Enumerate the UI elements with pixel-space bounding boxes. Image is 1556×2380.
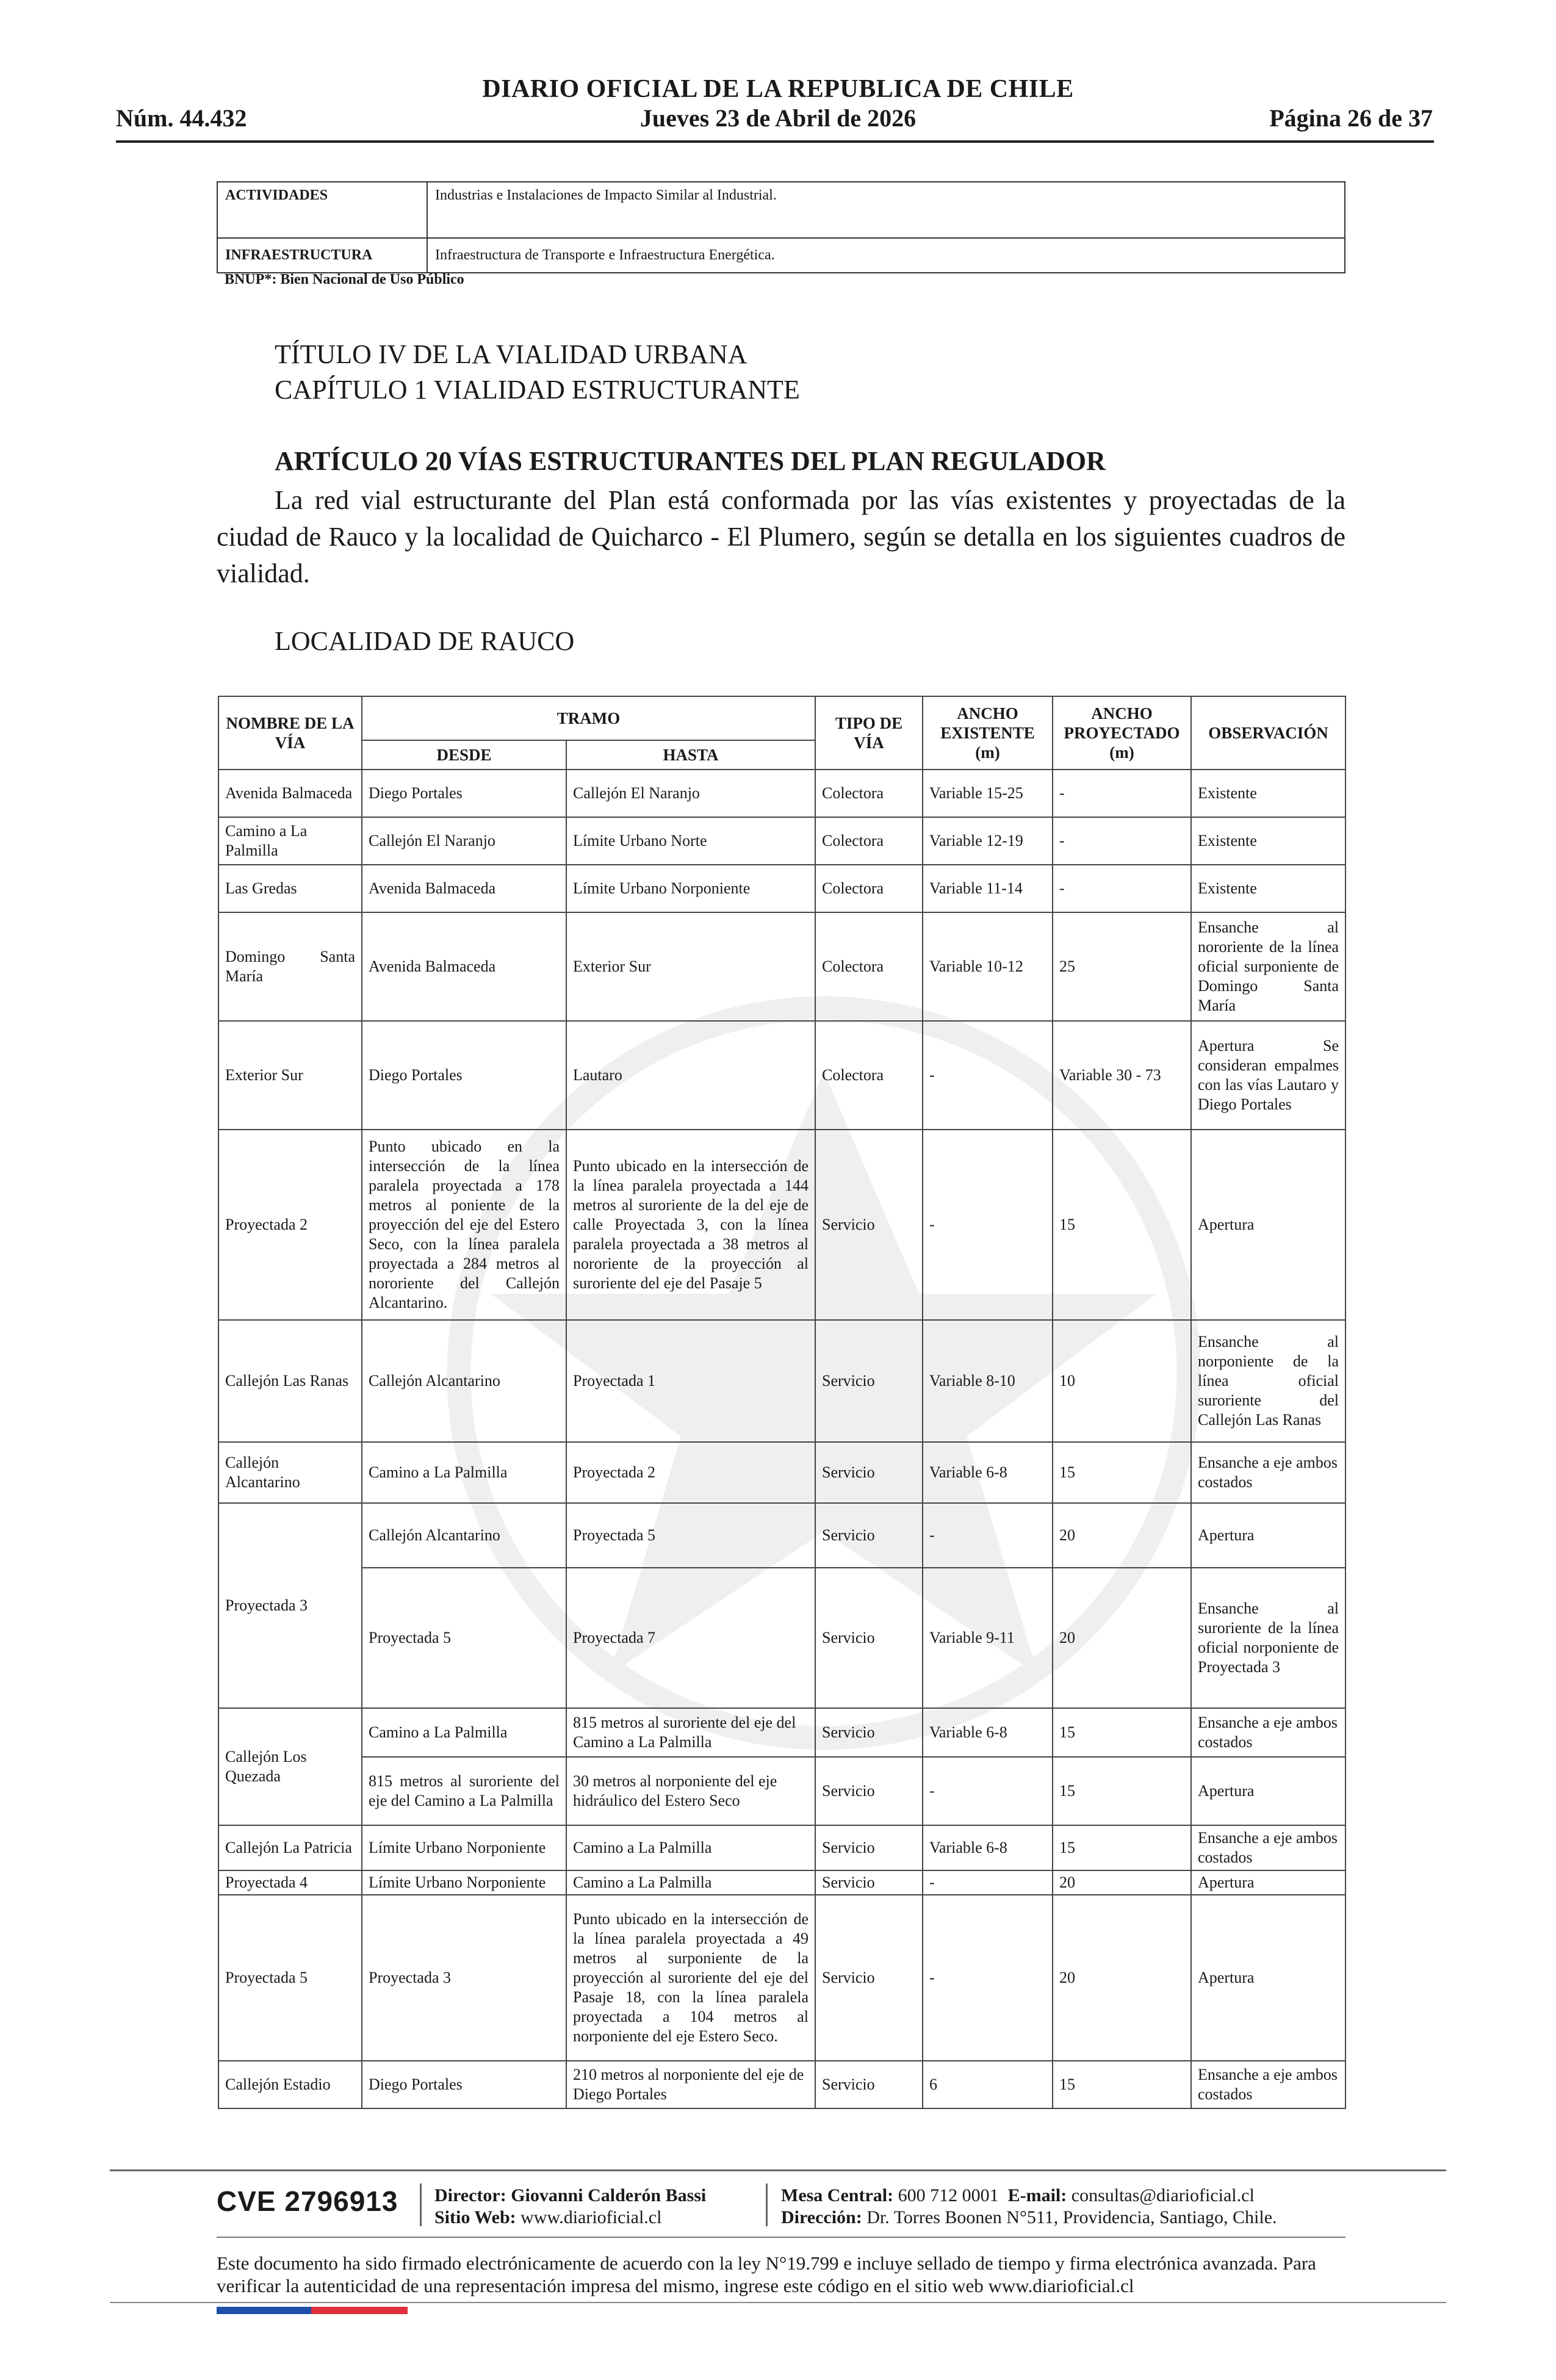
table-row [218, 1895, 1345, 2061]
table-row [218, 1568, 1345, 1708]
chapter-heading: CAPÍTULO 1 VIALIDAD ESTRUCTURANTE [275, 375, 800, 405]
cell-existente: Variable 6-8 [923, 1708, 1053, 1757]
cell-hasta: Límite Urbano Norponiente [566, 865, 815, 912]
cell-existente: Variable 10-12 [923, 912, 1053, 1021]
footer-director-block [434, 2185, 706, 2229]
col-header-observacion: OBSERVACIÓN [1191, 696, 1345, 770]
cell-desde: Diego Portales [362, 2061, 566, 2108]
cell-proyectado: 20 [1053, 1895, 1191, 2061]
cell-observacion: Ensanche a eje ambos costados [1191, 2061, 1345, 2108]
table-row [218, 1870, 1345, 1895]
legal-notice: Este documento ha sido firmado electrónicamente de acuerdo con la ley N°19.799 e incluye sellado de tiempo y firma electrónica avanzada. Para verificar la autenticidad de una representación impresa del mismo, ingrese este código en el sitio web www.diarioficial.cl [217, 2252, 1316, 2296]
cell-proyectado: - [1053, 817, 1191, 865]
cell-hasta: Exterior Sur [566, 912, 815, 1021]
table-row [218, 817, 1345, 865]
cell-proyectado: 15 [1053, 1757, 1191, 1825]
cell-existente: - [923, 1021, 1053, 1130]
page-number: Página 26 de 37 [1269, 104, 1433, 132]
cell-existente: - [923, 1757, 1053, 1825]
cell-tipo: Servicio [815, 1320, 923, 1442]
footer-separator [766, 2183, 768, 2226]
cell-observacion: Ensanche a eje ambos costados [1191, 1825, 1345, 1870]
cell-tipo: Servicio [815, 1870, 923, 1895]
cell-nombre: Proyectada 2 [218, 1130, 362, 1320]
col-header-tipo: TIPO DE VÍA [815, 696, 923, 770]
col-header-nombre: NOMBRE DE LA VÍA [218, 696, 362, 770]
table-row [218, 1021, 1345, 1130]
cell-desde: Camino a La Palmilla [362, 1442, 566, 1503]
cell-observacion: Existente [1191, 770, 1345, 817]
cell-proyectado: 10 [1053, 1320, 1191, 1442]
cell-desde: Proyectada 5 [362, 1568, 566, 1708]
cell-proyectado: 20 [1053, 1870, 1191, 1895]
zoning-uses-table [217, 181, 1345, 273]
cell-tipo: Servicio [815, 1442, 923, 1503]
table-row [218, 1503, 1345, 1568]
cell-existente: - [923, 1503, 1053, 1568]
cell-nombre: Callejón Las Ranas [218, 1320, 362, 1442]
footer-rule [110, 2302, 1446, 2303]
cell-desde: Diego Portales [362, 770, 566, 817]
cell-nombre: Proyectada 3 [218, 1503, 362, 1708]
issue-number: Núm. 44.432 [116, 104, 247, 132]
cell-desde: Avenida Balmaceda [362, 912, 566, 1021]
cell-observacion: Ensanche al nororiente de la línea oficial surponiente de Domingo Santa María [1191, 912, 1345, 1021]
mesa-label: Mesa Central: [781, 2185, 894, 2205]
cell-observacion: Apertura Se consideran empalmes con las vías Lautaro y Diego Portales [1191, 1021, 1345, 1130]
cell-existente: - [923, 1130, 1053, 1320]
cell-tipo: Servicio [815, 1825, 923, 1870]
web-link[interactable]: www.diarioficial.cl [520, 2207, 662, 2227]
cell-hasta: Proyectada 5 [566, 1503, 815, 1568]
cell-hasta: 210 metros al norponiente del eje de Diego Portales [566, 2061, 815, 2108]
cell-proyectado: 15 [1053, 1708, 1191, 1757]
footer-rule [110, 2169, 1446, 2171]
issue-date: Jueves 23 de Abril de 2026 [639, 104, 917, 132]
row-value: Industrias e Instalaciones de Impacto Similar al Industrial. [427, 182, 1345, 238]
cell-tipo: Servicio [815, 1503, 923, 1568]
direccion-value: Dr. Torres Boonen N°511, Providencia, Santiago, Chile. [866, 2207, 1277, 2227]
cell-desde: Callejón El Naranjo [362, 817, 566, 865]
cell-observacion: Ensanche a eje ambos costados [1191, 1442, 1345, 1503]
cell-hasta: Lautaro [566, 1021, 815, 1130]
table-row [218, 770, 1345, 817]
cell-observacion: Existente [1191, 865, 1345, 912]
cell-tipo: Colectora [815, 912, 923, 1021]
row-value: Infraestructura de Transporte e Infraestructura Energética. [427, 238, 1345, 273]
cell-nombre: Exterior Sur [218, 1021, 362, 1130]
email-link[interactable]: consultas@diarioficial.cl [1071, 2185, 1255, 2205]
cell-observacion: Apertura [1191, 1757, 1345, 1825]
cell-nombre: Callejón Los Quezada [218, 1708, 362, 1825]
cell-proyectado: 15 [1053, 1442, 1191, 1503]
cell-observacion: Ensanche al norponiente de la línea oficial suroriente del Callejón Las Ranas [1191, 1320, 1345, 1442]
cell-desde: Punto ubicado en la intersección de la línea paralela proyectada a 178 metros al poniente de la proyección del eje del Estero Seco, con la línea paralela proyectada a 284 metros al nororiente del Callejón Alcantarino. [362, 1130, 566, 1320]
flag-stripe-blue [217, 2307, 311, 2314]
director-label: Director: [434, 2185, 506, 2205]
director-name: Giovanni Calderón Bassi [511, 2185, 707, 2205]
cve-code: CVE 2796913 [217, 2185, 398, 2217]
cell-proyectado: 20 [1053, 1503, 1191, 1568]
cell-existente: Variable 12-19 [923, 817, 1053, 865]
cell-hasta: 815 metros al suroriente del eje del Camino a La Palmilla [566, 1708, 815, 1757]
cell-existente: Variable 6-8 [923, 1825, 1053, 1870]
table-row [217, 182, 1345, 238]
vialidad-table [218, 696, 1346, 2109]
cell-hasta: Callejón El Naranjo [566, 770, 815, 817]
cell-hasta: Camino a La Palmilla [566, 1825, 815, 1870]
cell-tipo: Servicio [815, 1568, 923, 1708]
cell-nombre: Camino a La Palmilla [218, 817, 362, 865]
cell-proyectado: 15 [1053, 1825, 1191, 1870]
footer-separator [420, 2183, 422, 2226]
cell-proyectado: Variable 30 - 73 [1053, 1021, 1191, 1130]
cell-proyectado: 15 [1053, 1130, 1191, 1320]
table-row [218, 2061, 1345, 2108]
cell-desde: Avenida Balmaceda [362, 865, 566, 912]
cell-tipo: Colectora [815, 865, 923, 912]
cell-observacion: Ensanche a eje ambos costados [1191, 1708, 1345, 1757]
cell-proyectado: 15 [1053, 2061, 1191, 2108]
cell-observacion: Apertura [1191, 1130, 1345, 1320]
article-heading: ARTÍCULO 20 VÍAS ESTRUCTURANTES DEL PLAN REGULADOR [275, 446, 1106, 476]
cell-observacion: Existente [1191, 817, 1345, 865]
newspaper-title: DIARIO OFICIAL DE LA REPUBLICA DE CHILE [482, 75, 1074, 103]
cell-nombre: Callejón La Patricia [218, 1825, 362, 1870]
table-row [218, 1130, 1345, 1320]
cell-existente: Variable 15-25 [923, 770, 1053, 817]
cell-existente: Variable 6-8 [923, 1442, 1053, 1503]
row-label: ACTIVIDADES [217, 182, 427, 238]
table-row [218, 1708, 1345, 1757]
table-row [218, 865, 1345, 912]
cell-existente: Variable 9-11 [923, 1568, 1053, 1708]
cell-observacion: Ensanche al suroriente de la línea oficial norponiente de Proyectada 3 [1191, 1568, 1345, 1708]
direccion-label: Dirección: [781, 2207, 862, 2227]
cell-nombre: Proyectada 5 [218, 1895, 362, 2061]
cell-nombre: Proyectada 4 [218, 1870, 362, 1895]
locality-heading: LOCALIDAD DE RAUCO [275, 626, 575, 656]
cell-tipo: Colectora [815, 817, 923, 865]
web-label: Sitio Web: [434, 2207, 516, 2227]
cell-desde: Callejón Alcantarino [362, 1320, 566, 1442]
cell-desde: 815 metros al suroriente del eje del Camino a La Palmilla [362, 1757, 566, 1825]
flag-stripe-red [311, 2307, 408, 2314]
cell-tipo: Servicio [815, 1130, 923, 1320]
col-header-hasta: HASTA [566, 740, 815, 770]
header-rule [116, 140, 1434, 143]
cell-hasta: Límite Urbano Norte [566, 817, 815, 865]
title-heading: TÍTULO IV DE LA VIALIDAD URBANA [275, 339, 747, 369]
col-header-tramo: TRAMO [362, 696, 815, 740]
table-row [218, 1320, 1345, 1442]
cell-proyectado: - [1053, 865, 1191, 912]
article-paragraph: La red vial estructurante del Plan está conformada por las vías existentes y proyectadas de la ciudad de Rauco y la localidad de Quicharco - El Plumero, según se detalla en los siguientes cuadros de vialidad. [217, 485, 1345, 588]
col-header-desde: DESDE [362, 740, 566, 770]
cell-proyectado: - [1053, 770, 1191, 817]
cell-tipo: Servicio [815, 1757, 923, 1825]
table-row [218, 1442, 1345, 1503]
table-row [217, 238, 1345, 273]
cell-existente: - [923, 1870, 1053, 1895]
cell-nombre: Las Gredas [218, 865, 362, 912]
cell-hasta: Proyectada 2 [566, 1442, 815, 1503]
cell-hasta: Proyectada 1 [566, 1320, 815, 1442]
cell-observacion: Apertura [1191, 1895, 1345, 2061]
cell-desde: Callejón Alcantarino [362, 1503, 566, 1568]
cell-tipo: Colectora [815, 770, 923, 817]
col-header-ancho-existente: ANCHO EXISTENTE (m) [923, 696, 1053, 770]
cell-proyectado: 25 [1053, 912, 1191, 1021]
cell-tipo: Servicio [815, 1708, 923, 1757]
cell-proyectado: 20 [1053, 1568, 1191, 1708]
table-row [218, 1825, 1345, 1870]
cell-existente: Variable 11-14 [923, 865, 1053, 912]
cell-hasta: Camino a La Palmilla [566, 1870, 815, 1895]
col-header-ancho-proyectado: ANCHO PROYECTADO (m) [1053, 696, 1191, 770]
cell-existente: Variable 8-10 [923, 1320, 1053, 1442]
cell-nombre: Avenida Balmaceda [218, 770, 362, 817]
cell-desde: Proyectada 3 [362, 1895, 566, 2061]
cell-desde: Límite Urbano Norponiente [362, 1825, 566, 1870]
cell-existente: - [923, 1895, 1053, 2061]
cell-hasta: Punto ubicado en la intersección de la línea paralela proyectada a 144 metros al suroriente de la del eje de calle Proyectada 3, con la línea paralela proyectada a 38 metros al nororiente de la proyección al suroriente del eje del Pasaje 5 [566, 1130, 815, 1320]
header-row [218, 696, 1345, 740]
cell-desde: Diego Portales [362, 1021, 566, 1130]
cell-nombre: Callejón Alcantarino [218, 1442, 362, 1503]
cell-observacion: Apertura [1191, 1870, 1345, 1895]
cell-observacion: Apertura [1191, 1503, 1345, 1568]
cell-tipo: Servicio [815, 1895, 923, 2061]
cell-desde: Camino a La Palmilla [362, 1708, 566, 1757]
footer-contact-block [781, 2185, 1277, 2229]
table-footnote: BNUP*: Bien Nacional de Uso Público [225, 272, 464, 287]
cell-nombre: Callejón Estadio [218, 2061, 362, 2108]
cell-hasta: 30 metros al norponiente del eje hidráulico del Estero Seco [566, 1757, 815, 1825]
cell-tipo: Servicio [815, 2061, 923, 2108]
cell-nombre: Domingo Santa María [218, 912, 362, 1021]
email-label: E-mail: [1007, 2185, 1067, 2205]
cell-tipo: Colectora [815, 1021, 923, 1130]
cell-existente: 6 [923, 2061, 1053, 2108]
table-row [218, 1757, 1345, 1825]
cell-hasta: Punto ubicado en la intersección de la línea paralela proyectada a 49 metros al surponiente de la proyección al suroriente del eje del Pasaje 18, con la línea paralela proyectada a 104 metros al norponiente del eje Estero Seco. [566, 1895, 815, 2061]
table-row [218, 912, 1345, 1021]
cell-hasta: Proyectada 7 [566, 1568, 815, 1708]
footer-rule [217, 2237, 1345, 2238]
row-label: INFRAESTRUCTURA [217, 238, 427, 273]
mesa-phone: 600 712 0001 [898, 2185, 999, 2205]
cell-desde: Límite Urbano Norponiente [362, 1870, 566, 1895]
